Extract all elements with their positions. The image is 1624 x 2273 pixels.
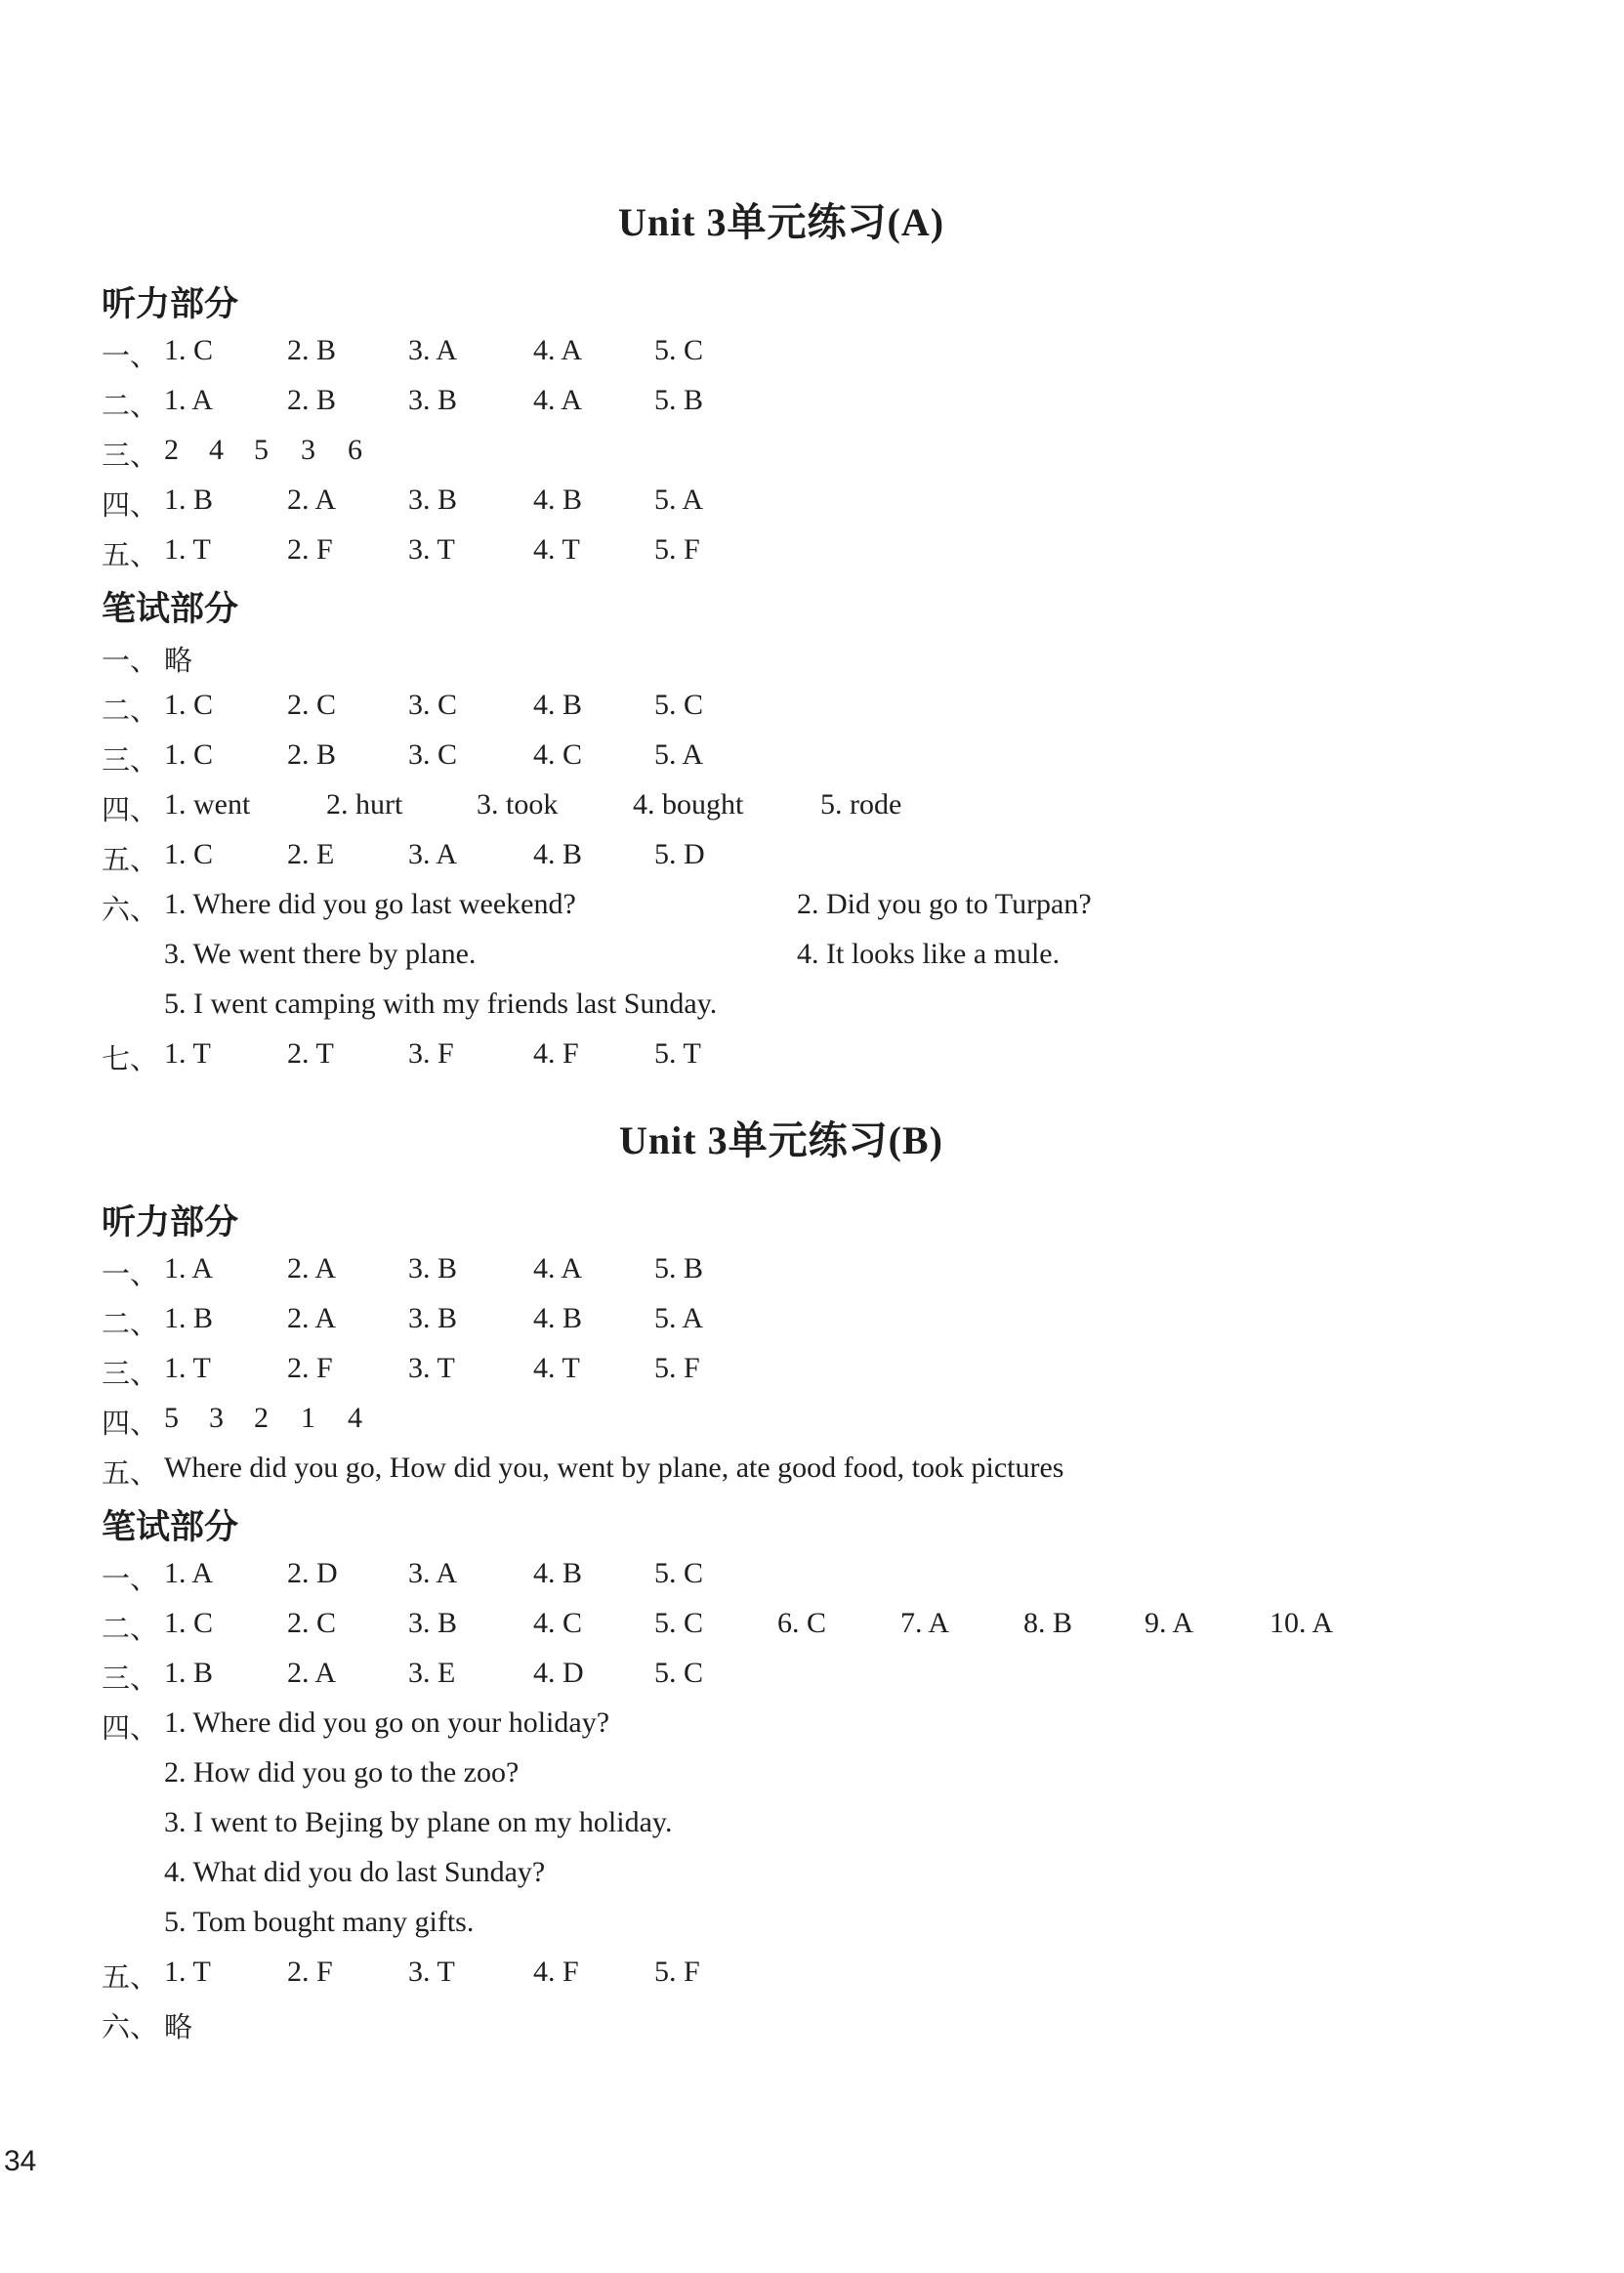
answer-item: 3. B	[408, 484, 458, 516]
unit-a-listening-row-3	[102, 434, 1566, 473]
answer-item: 4. F	[533, 1956, 579, 1988]
answer-item: 2. B	[287, 334, 337, 366]
unit-a-writing-row-6	[102, 888, 1566, 927]
answer-item: 2	[164, 434, 179, 466]
answer-item: 5. D	[654, 838, 705, 870]
unit-b-writing-row-6	[102, 2005, 1566, 2044]
answer-item: 2. D	[287, 1557, 338, 1589]
answer-item: 2. hurt	[326, 788, 403, 821]
row-prefix: 三、	[102, 1357, 159, 1390]
row-prefix: 二、	[102, 1307, 159, 1340]
answer-item: 2. C	[287, 689, 337, 721]
answer-item: 3. I went to Bejing by plane on my holiday.	[164, 1806, 673, 1838]
answer-item: 5. rode	[820, 788, 902, 821]
answer-item: 3. B	[408, 384, 458, 416]
answer-item: 1. A	[164, 1557, 214, 1589]
answer-item: 3. took	[477, 788, 559, 821]
unit-a-writing-row-1	[102, 639, 1566, 678]
answer-item: 1. A	[164, 384, 214, 416]
answer-item: 2. A	[287, 1252, 337, 1284]
unit-b-listening-row-5	[102, 1452, 1566, 1491]
unit-b-listening-row-3	[102, 1352, 1566, 1391]
answer-item: 1. went	[164, 788, 251, 821]
answer-item: 3. F	[408, 1037, 454, 1070]
answer-item: 5. C	[654, 689, 704, 721]
answer-item: 4. D	[533, 1657, 584, 1689]
answer-item: 5. A	[654, 1302, 704, 1334]
unit-b-writing-row-4-cont1	[102, 1756, 1566, 1795]
answer-item: 7. A	[900, 1607, 950, 1639]
row-prefix: 二、	[102, 389, 159, 422]
answer-item: 4. What did you do last Sunday?	[164, 1856, 546, 1888]
answer-item: 4. A	[533, 384, 583, 416]
answer-item: 1. C	[164, 689, 214, 721]
unit-a-listening-row-2	[102, 384, 1566, 423]
row-prefix: 五、	[102, 1960, 159, 1994]
answer-item: 1. T	[164, 1037, 211, 1070]
answer-item: 3. E	[408, 1657, 456, 1689]
answer-item: 3. T	[408, 533, 455, 566]
answer-item: 4. A	[533, 334, 583, 366]
answer-item: 5. F	[654, 1352, 700, 1384]
answer-item: 1. B	[164, 1302, 214, 1334]
answer-item: 1. T	[164, 1352, 211, 1384]
row-prefix: 一、	[102, 339, 159, 372]
answer-item: 5. C	[654, 1557, 704, 1589]
answer-item: 5. C	[654, 1657, 704, 1689]
answer-item: 1. T	[164, 1956, 211, 1988]
unit-b-listening-row-4	[102, 1402, 1566, 1441]
answer-item: 2. F	[287, 1956, 333, 1988]
answer-item: 3. T	[408, 1956, 455, 1988]
answer-item: 5. F	[654, 1956, 700, 1988]
unit-b-writing-row-4-cont2	[102, 1806, 1566, 1845]
unit-a-writing-row-4	[102, 788, 1566, 827]
answer-item: 2. Did you go to Turpan?	[797, 888, 1092, 920]
row-prefix: 一、	[102, 1562, 159, 1595]
row-prefix: 三、	[102, 743, 159, 777]
answer-item: 4. T	[533, 533, 580, 566]
answer-item: 1. C	[164, 1607, 214, 1639]
row-prefix: 六、	[102, 893, 159, 926]
answer-item: Where did you go, How did you, went by plane, ate good food, took pictures	[164, 1452, 1064, 1484]
unit-a-writing-row-6-cont	[102, 938, 1566, 977]
answer-item: 4. C	[533, 1607, 583, 1639]
unit-b-writing-row-2	[102, 1607, 1566, 1646]
unit-a-writing-row-6-cont2	[102, 988, 1566, 1027]
answer-item: 5. T	[654, 1037, 701, 1070]
answer-item: 4. It looks like a mule.	[797, 938, 1061, 970]
row-prefix: 四、	[102, 488, 159, 522]
answer-item: 5. C	[654, 334, 704, 366]
row-prefix: 五、	[102, 538, 159, 571]
answer-item: 2. How did you go to the zoo?	[164, 1756, 520, 1789]
answer-item: 10. A	[1270, 1607, 1334, 1639]
answer-item: 1. C	[164, 738, 214, 771]
row-prefix: 五、	[102, 1456, 159, 1490]
answer-item: 3	[301, 434, 315, 466]
unit-b-title: Unit 3单元练习(B)	[619, 1118, 943, 1162]
answer-item: 6	[348, 434, 362, 466]
row-prefix: 四、	[102, 793, 159, 826]
unit-b-writing-heading: 笔试部分	[102, 1508, 239, 1547]
unit-a-writing-row-7	[102, 1037, 1566, 1076]
unit-b-listening-heading: 听力部分	[102, 1203, 239, 1242]
row-prefix: 七、	[102, 1042, 159, 1075]
unit-a-writing-row-5	[102, 838, 1566, 877]
answer-item: 2. A	[287, 1302, 337, 1334]
answer-item: 1. B	[164, 1657, 214, 1689]
answer-item: 2. F	[287, 1352, 333, 1384]
row-prefix: 三、	[102, 1662, 159, 1695]
row-prefix: 二、	[102, 694, 159, 727]
answer-item: 5. B	[654, 1252, 704, 1284]
unit-b-writing-row-4-cont3	[102, 1856, 1566, 1895]
unit-a-writing-heading: 笔试部分	[102, 590, 239, 629]
answer-item: 5. A	[654, 484, 704, 516]
answer-item: 1. Where did you go last weekend?	[164, 888, 576, 920]
unit-a-title: Unit 3单元练习(A)	[617, 200, 945, 244]
unit-b-listening-row-2	[102, 1302, 1566, 1341]
answer-item: 5. Tom bought many gifts.	[164, 1906, 475, 1938]
answer-item: 4. B	[533, 838, 583, 870]
answer-item: 2. A	[287, 1657, 337, 1689]
row-prefix: 三、	[102, 439, 159, 472]
answer-item: 4	[348, 1402, 362, 1434]
answer-item: 5. B	[654, 384, 704, 416]
unit-b-listening-row-1	[102, 1252, 1566, 1291]
answer-item: 4. T	[533, 1352, 580, 1384]
answer-item: 3. We went there by plane.	[164, 938, 477, 970]
answer-item: 4. B	[533, 484, 583, 516]
row-prefix: 一、	[102, 644, 159, 677]
row-prefix: 四、	[102, 1711, 159, 1745]
answer-item: 4. B	[533, 1302, 583, 1334]
answer-item: 4. B	[533, 1557, 583, 1589]
unit-b-writing-row-4	[102, 1706, 1566, 1746]
answer-item: 4. bought	[633, 788, 744, 821]
unit-b-writing-row-4-cont4	[102, 1906, 1566, 1945]
answer-item: 4. F	[533, 1037, 579, 1070]
answer-item: 5. C	[654, 1607, 704, 1639]
answer-item: 4. C	[533, 738, 583, 771]
answer-item: 2. C	[287, 1607, 337, 1639]
answer-item: 2. T	[287, 1037, 334, 1070]
answer-item: 3. B	[408, 1607, 458, 1639]
answer-item: 略	[164, 2010, 193, 2043]
row-prefix: 四、	[102, 1407, 159, 1440]
answer-item: 2. A	[287, 484, 337, 516]
answer-item: 1. B	[164, 484, 214, 516]
answer-item: 3. B	[408, 1302, 458, 1334]
answer-item: 2	[254, 1402, 269, 1434]
answer-item: 3. B	[408, 1252, 458, 1284]
answer-item: 1. C	[164, 838, 214, 870]
answer-item: 5. I went camping with my friends last Sunday.	[164, 988, 718, 1020]
answer-item: 3. C	[408, 689, 458, 721]
answer-item: 3. C	[408, 738, 458, 771]
answer-item: 3. A	[408, 838, 458, 870]
answer-item: 5. A	[654, 738, 704, 771]
answer-item: 略	[164, 644, 193, 677]
answer-item: 5	[164, 1402, 179, 1434]
answer-item: 4	[209, 434, 224, 466]
answer-item: 1	[301, 1402, 315, 1434]
unit-b-writing-row-1	[102, 1557, 1566, 1596]
answer-item: 1. A	[164, 1252, 214, 1284]
row-prefix: 六、	[102, 2010, 159, 2043]
answer-item: 3. A	[408, 334, 458, 366]
answer-item: 4. A	[533, 1252, 583, 1284]
answer-item: 1. T	[164, 533, 211, 566]
unit-a-listening-row-5	[102, 533, 1566, 572]
answer-item: 8. B	[1023, 1607, 1073, 1639]
answer-item: 3. A	[408, 1557, 458, 1589]
unit-a-listening-row-4	[102, 484, 1566, 523]
answer-item: 3. T	[408, 1352, 455, 1384]
page-number: 34	[4, 2145, 37, 2177]
unit-b-writing-row-5	[102, 1956, 1566, 1995]
answer-item: 2. B	[287, 384, 337, 416]
unit-a-writing-row-3	[102, 738, 1566, 778]
unit-a-listening-row-1	[102, 334, 1566, 373]
answer-item: 5	[254, 434, 269, 466]
answer-item: 5. F	[654, 533, 700, 566]
answer-item: 9. A	[1145, 1607, 1194, 1639]
answer-item: 2. B	[287, 738, 337, 771]
unit-b-writing-row-3	[102, 1657, 1566, 1696]
answer-item: 1. C	[164, 334, 214, 366]
row-prefix: 二、	[102, 1612, 159, 1645]
answer-item: 4. B	[533, 689, 583, 721]
answer-item: 2. F	[287, 533, 333, 566]
row-prefix: 五、	[102, 843, 159, 876]
answer-item: 3	[209, 1402, 224, 1434]
unit-a-writing-row-2	[102, 689, 1566, 728]
unit-a-listening-heading: 听力部分	[102, 285, 239, 324]
answer-item: 2. E	[287, 838, 335, 870]
answer-item: 6. C	[777, 1607, 827, 1639]
row-prefix: 一、	[102, 1257, 159, 1290]
answer-item: 1. Where did you go on your holiday?	[164, 1706, 610, 1739]
